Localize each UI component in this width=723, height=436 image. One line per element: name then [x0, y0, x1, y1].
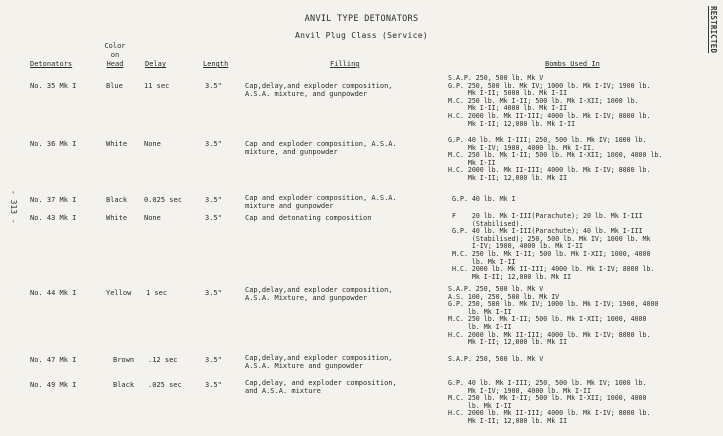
- header-bombs-used-in: Bombs Used In: [545, 60, 600, 68]
- color-cell: White: [106, 140, 128, 148]
- length-cell: 3.5": [205, 381, 222, 389]
- bombs-cell: S.A.P. 250, 500 lb. Mk V: [448, 355, 544, 363]
- detonator-cell: No. 36 Mk I: [30, 140, 77, 148]
- detonator-cell: No. 47 Mk I: [30, 356, 77, 364]
- header-length: Length: [203, 60, 229, 68]
- length-cell: 3.5": [205, 196, 222, 204]
- page-subtitle: Anvil Plug Class (Service): [294, 31, 429, 40]
- detonator-cell: No. 44 Mk I: [30, 289, 77, 297]
- delay-cell: None: [144, 214, 161, 222]
- color-cell: Yellow: [106, 289, 132, 297]
- length-cell: 3.5": [205, 214, 222, 222]
- header-color: [98, 42, 132, 69]
- length-cell: 3.5": [205, 356, 222, 364]
- bombs-cell: G.P. 40 lb. Mk I-III; 250, 500 lb. Mk IV; 1000 lb. Mk I-IV; 1900, 4000 lb. Mk I-II. M.C. 250 lb. Mk I-II; 500 lb. Mk I-XII; 1000, 4000 lb. Mk I-II H.C. 2000 lb. Mk II-III; 4000 lb. Mk I-IV; 8000 lb. Mk I-II; 12,000 lb. Mk II: [448, 136, 663, 182]
- color-cell: Black: [106, 196, 128, 204]
- delay-cell: 1 sec: [146, 289, 168, 297]
- bombs-cell: F 20 lb. Mk I-III(Parachute); 20 lb. Mk I-III (Stabilised). G.P. 40 lb. Mk I-III(Parachute); 40 lb. Mk I-III (Stabilised); 250, 500 lb. Mk IV; 1000 lb. Mk I-IV; 1900, 4000 lb. Mk I-II M.C. 250 lb. Mk I-II; 500 lb. Mk I-XII; 1000, 4000 lb. Mk I-II H.C. 2000 lb. Mk II-III; 4000 lb. Mk I-IV; 8000 lb. Mk I-II; 12,000 lb. Mk II: [452, 212, 655, 281]
- header-color-line3: Head: [106, 60, 124, 68]
- page-title: ANVIL TYPE DETONATORS: [304, 14, 419, 24]
- color-cell: Black: [113, 381, 135, 389]
- color-cell: White: [106, 214, 128, 222]
- bombs-cell: S.A.P. 250, 500 lb. Mk V A.S. 100, 250, 500 lb. Mk IV G.P. 250, 500 lb. Mk IV; 1000 lb. Mk I-IV; 1900, 4000 lb. Mk I-II M.C. 250 lb. Mk I-II; 500 lb. Mk I-XII; 1000, 4000 lb. Mk I-II H.C. 2000 lb. Mk II-III; 4000 lb. Mk I-IV; 8000 lb. Mk I-II; 12,000 lb. Mk II: [448, 285, 659, 347]
- length-cell: 3.5": [205, 82, 222, 90]
- filling-cell: Cap,delay,and exploder composition, A.S.A. mixture, and gunpowder: [245, 82, 393, 99]
- color-cell: Brown: [113, 356, 135, 364]
- delay-cell: .025 sec: [148, 381, 182, 389]
- delay-cell: 11 sec: [144, 82, 170, 90]
- color-cell: Blue: [106, 82, 123, 90]
- filling-cell: Cap,delay,and exploder composition, A.S.A. Mixture, and gunpowder: [245, 286, 393, 303]
- page-number: - 313 -: [9, 190, 18, 224]
- detonator-cell: No. 43 Mk I: [30, 214, 77, 222]
- bombs-cell: S.A.P. 250, 500 lb. Mk V G.P. 250, 500 lb. Mk IV; 1000 lb. Mk I-IV; 1900 lb. Mk I-II; 5000 lb. Mk I-II M.C. 250 lb. Mk I-II; 500 lb. Mk I-XII; 1000 lb. Mk I-II; 4000 lb. Mk I-II H.C. 2000 lb. Mk II-III; 4000 lb. Mk I-IV; 8000 lb. Mk I-II; 12,000 lb. Mk I-II: [448, 74, 651, 128]
- bombs-cell: G.P. 40 lb. Mk I: [452, 195, 516, 203]
- delay-cell: None: [144, 140, 161, 148]
- header-filling: Filling: [330, 60, 360, 68]
- delay-cell: 0.025 sec: [144, 196, 182, 204]
- delay-cell: .12 sec: [148, 356, 178, 364]
- detonator-cell: No. 49 Mk I: [30, 381, 77, 389]
- filling-cell: Cap,delay, and exploder composition, and A.S.A. mixture: [245, 379, 397, 396]
- length-cell: 3.5": [205, 289, 222, 297]
- filling-cell: Cap and exploder composition, A.S.A. mixture and gunpowder: [245, 194, 397, 211]
- restricted-stamp: RESTRICTED: [709, 6, 718, 54]
- header-detonators: Detonators: [30, 60, 73, 68]
- detonator-cell: No. 37 Mk I: [30, 196, 77, 204]
- detonator-cell: No. 35 Mk I: [30, 82, 77, 90]
- filling-cell: Cap and detonating composition: [245, 214, 372, 222]
- header-color-line2: on: [110, 51, 120, 59]
- filling-cell: Cap,delay,and exploder composition, A.S.A. Mixture and gunpowder: [245, 354, 393, 371]
- header-delay: Delay: [145, 60, 167, 68]
- filling-cell: Cap and exploder composition, A.S.A. mixture, and gunpowder: [245, 140, 397, 157]
- bombs-cell: G.P. 40 lb. Mk I-III; 250, 500 lb. Mk IV; 1000 lb. Mk I-IV; 1900, 4000 lb. Mk I-II M.C. 250 lb. Mk I-II; 500 lb. Mk I-XII; 1000, 4000 lb. Mk I-II H.C. 2000 lb. Mk II-III; 4000 lb. Mk I-IV; 8000 lb. Mk I-II; 12,000 lb. Mk II: [448, 379, 651, 425]
- length-cell: 3.5": [205, 140, 222, 148]
- header-color-line1: Color: [104, 42, 126, 50]
